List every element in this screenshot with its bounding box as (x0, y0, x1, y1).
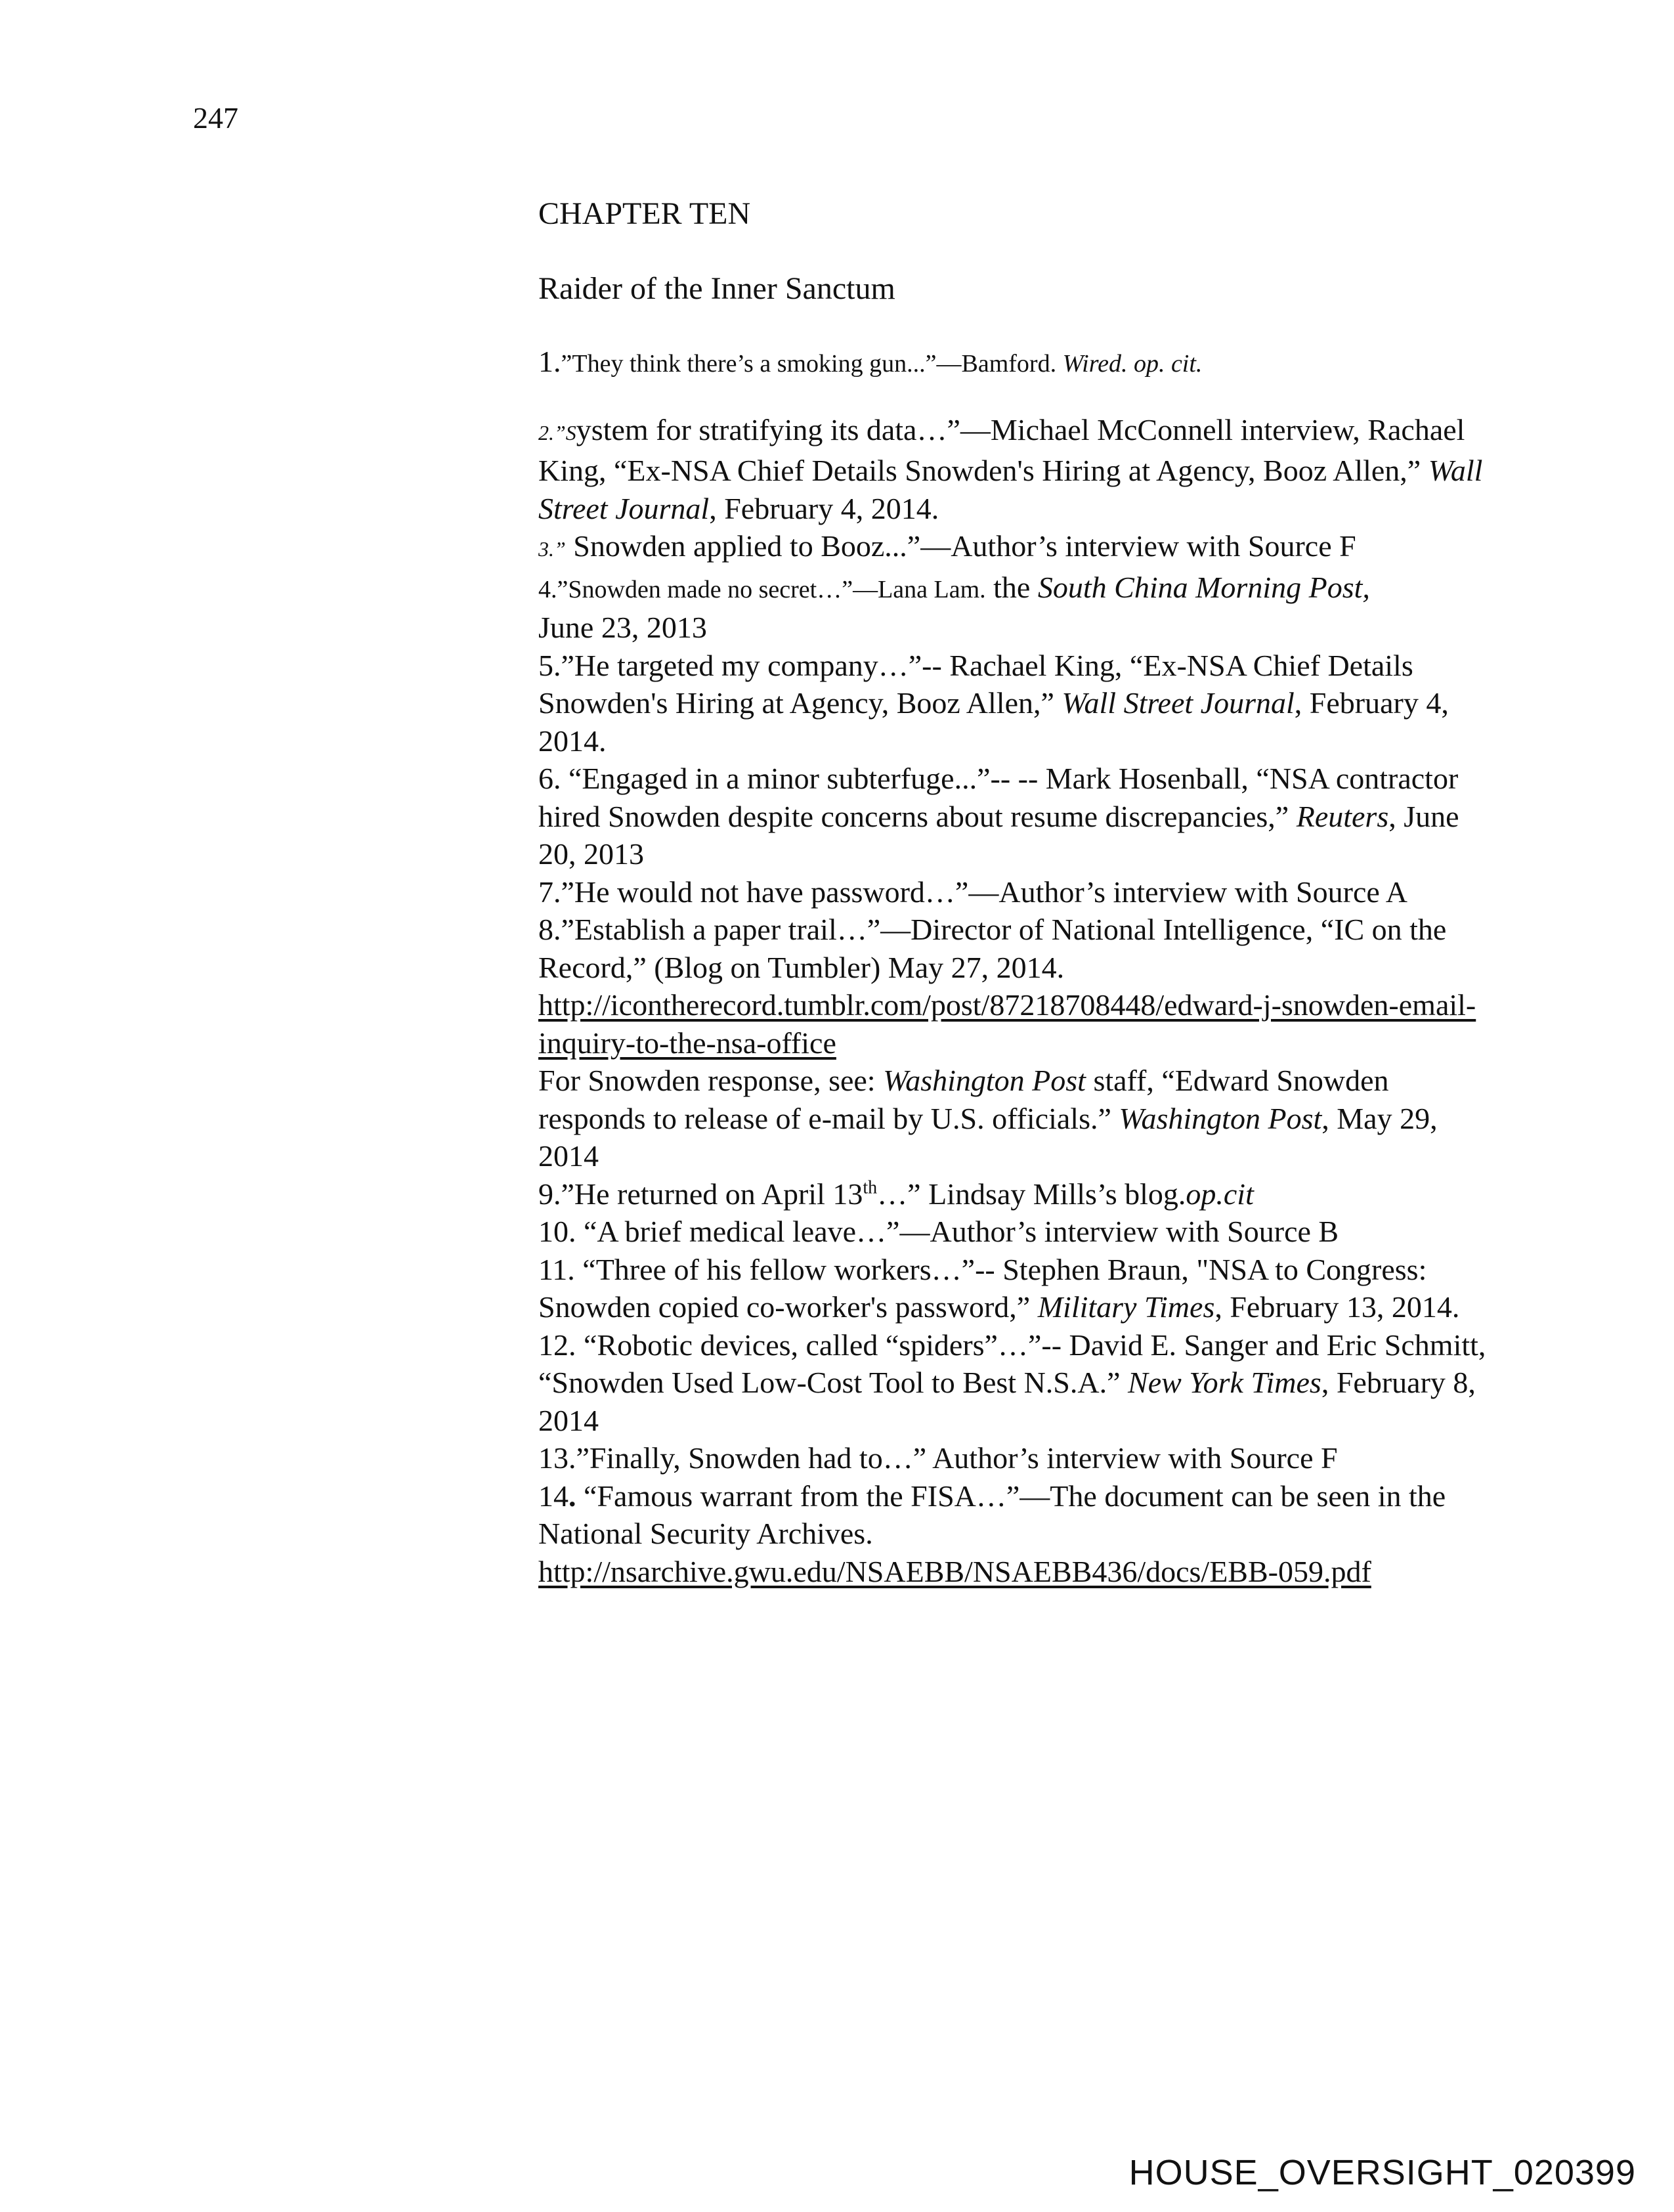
note-11-text: 11. “Three of his fellow workers…”-- Stephen Braun, "NSA to Congress: Snowden copied co-worker's password,” (538, 1252, 1427, 1324)
note-8 (538, 911, 1490, 1062)
chapter-heading: CHAPTER TEN (538, 196, 751, 231)
note-6-source: Reuters (1296, 799, 1389, 833)
note-5 (538, 647, 1490, 760)
note-8-response-source: Washington Post (883, 1064, 1086, 1097)
endnotes (538, 343, 1490, 1590)
note-9-text: 9.”He returned on April 13 (538, 1177, 863, 1211)
note-4-date: June 23, 2013 (538, 611, 707, 644)
chapter-subtitle: Raider of the Inner Sanctum (538, 271, 895, 306)
note-9-superscript: th (863, 1177, 878, 1198)
note-12-date: , February 8, 2014 (538, 1366, 1476, 1437)
note-2 (538, 411, 1490, 528)
note-14-link[interactable]: http://nsarchive.gwu.edu/NSAEBB/NSAEBB436/docs/EBB-059.pdf (538, 1554, 1371, 1588)
note-4-text: 4.”Snowden made no secret…”—Lana Lam. (538, 575, 986, 603)
note-4 (538, 569, 1490, 647)
note-3 (538, 527, 1490, 569)
page-number: 247 (193, 101, 238, 135)
note-13 (538, 1439, 1490, 1477)
note-14-period: . (569, 1479, 576, 1513)
note-6-text: 6. “Engaged in a minor subterfuge...”-- -- Mark Hosenball, “NSA contractor hired Snowden despite concerns about resume discrepancies,” (538, 762, 1459, 833)
note-9-text-2: …” Lindsay Mills’s blog. (877, 1177, 1186, 1211)
note-1-source: Wired. op. cit. (1062, 350, 1203, 378)
note-12 (538, 1326, 1490, 1440)
note-5-date: , February 4, 2014. (538, 686, 1449, 758)
note-7 (538, 873, 1490, 911)
note-8-link[interactable]: http://icontherecord.tumblr.com/post/87218708448/edward-j-snowden-email-inquiry-to-the-nsa-office (538, 988, 1476, 1060)
note-2-number: 2.”S (538, 420, 576, 445)
note-13-text: 13.”Finally, Snowden had to…” Author’s interview with Source F (538, 1441, 1338, 1475)
note-8-response-title: staff, “Edward Snowden responds to release of e-mail by U.S. officials.” (538, 1064, 1389, 1135)
note-8-response (538, 1062, 1490, 1175)
note-11-source: Military Times (1037, 1290, 1215, 1324)
note-7-text: 7.”He would not have password…”—Author’s interview with Source A (538, 875, 1407, 909)
note-3-number: 3.” (538, 537, 566, 561)
note-8-text: 8.”Establish a paper trail…”—Director of National Intelligence, “IC on the Record,” (Blog on Tumbler) May 27, 2014. (538, 913, 1447, 984)
note-2-date: , February 4, 2014. (709, 491, 939, 525)
main-content (538, 194, 1490, 1590)
note-9 (538, 1175, 1490, 1213)
note-6-date: , June 20, 2013 (538, 799, 1459, 871)
note-4-source: South China Morning Post, (1037, 570, 1370, 604)
note-2-source: Wall Street Journal (538, 454, 1483, 525)
note-5-source: Wall Street Journal (1062, 686, 1295, 720)
note-1-number: 1. (538, 345, 561, 378)
note-3-text: Snowden applied to Booz...”—Author’s interview with Source F (565, 529, 1356, 563)
note-8-response-source-2: Washington Post (1119, 1101, 1322, 1135)
note-6 (538, 760, 1490, 873)
note-9-source: op.cit (1186, 1177, 1254, 1211)
note-8-response-date: , May 29, 2014 (538, 1101, 1438, 1173)
note-11 (538, 1251, 1490, 1326)
note-5-text: 5.”He targeted my company…”-- Rachael King, “Ex-NSA Chief Details Snowden's Hiring at Agency, Booz Allen,” (538, 648, 1413, 720)
note-14-text: “Famous warrant from the FISA…”—The document can be seen in the National Security Archives. (538, 1479, 1446, 1550)
note-1 (538, 343, 1490, 383)
note-11-date: , February 13, 2014. (1214, 1290, 1460, 1324)
note-2-text: ystem for stratifying its data…”—Michael McConnell interview, Rachael King, “Ex-NSA Chief Details Snowden's Hiring at Agency, Booz Allen,” (538, 412, 1465, 487)
note-1-text: ”They think there’s a smoking gun...”—Bamford. (561, 350, 1063, 378)
note-14-number: 14 (538, 1479, 569, 1513)
note-14 (538, 1477, 1490, 1591)
note-12-text: 12. “Robotic devices, called “spiders”…”-- David E. Sanger and Eric Schmitt, “Snowden Used Low-Cost Tool to Best N.S.A.” (538, 1328, 1486, 1399)
note-8-response-text: For Snowden response, see: (538, 1064, 884, 1097)
note-12-source: New York Times (1128, 1366, 1321, 1399)
note-10 (538, 1213, 1490, 1251)
bates-stamp: HOUSE_OVERSIGHT_020399 (1128, 2153, 1636, 2192)
note-10-text: 10. “A brief medical leave…”—Author’s interview with Source B (538, 1215, 1339, 1248)
note-4-article: the (985, 570, 1038, 604)
